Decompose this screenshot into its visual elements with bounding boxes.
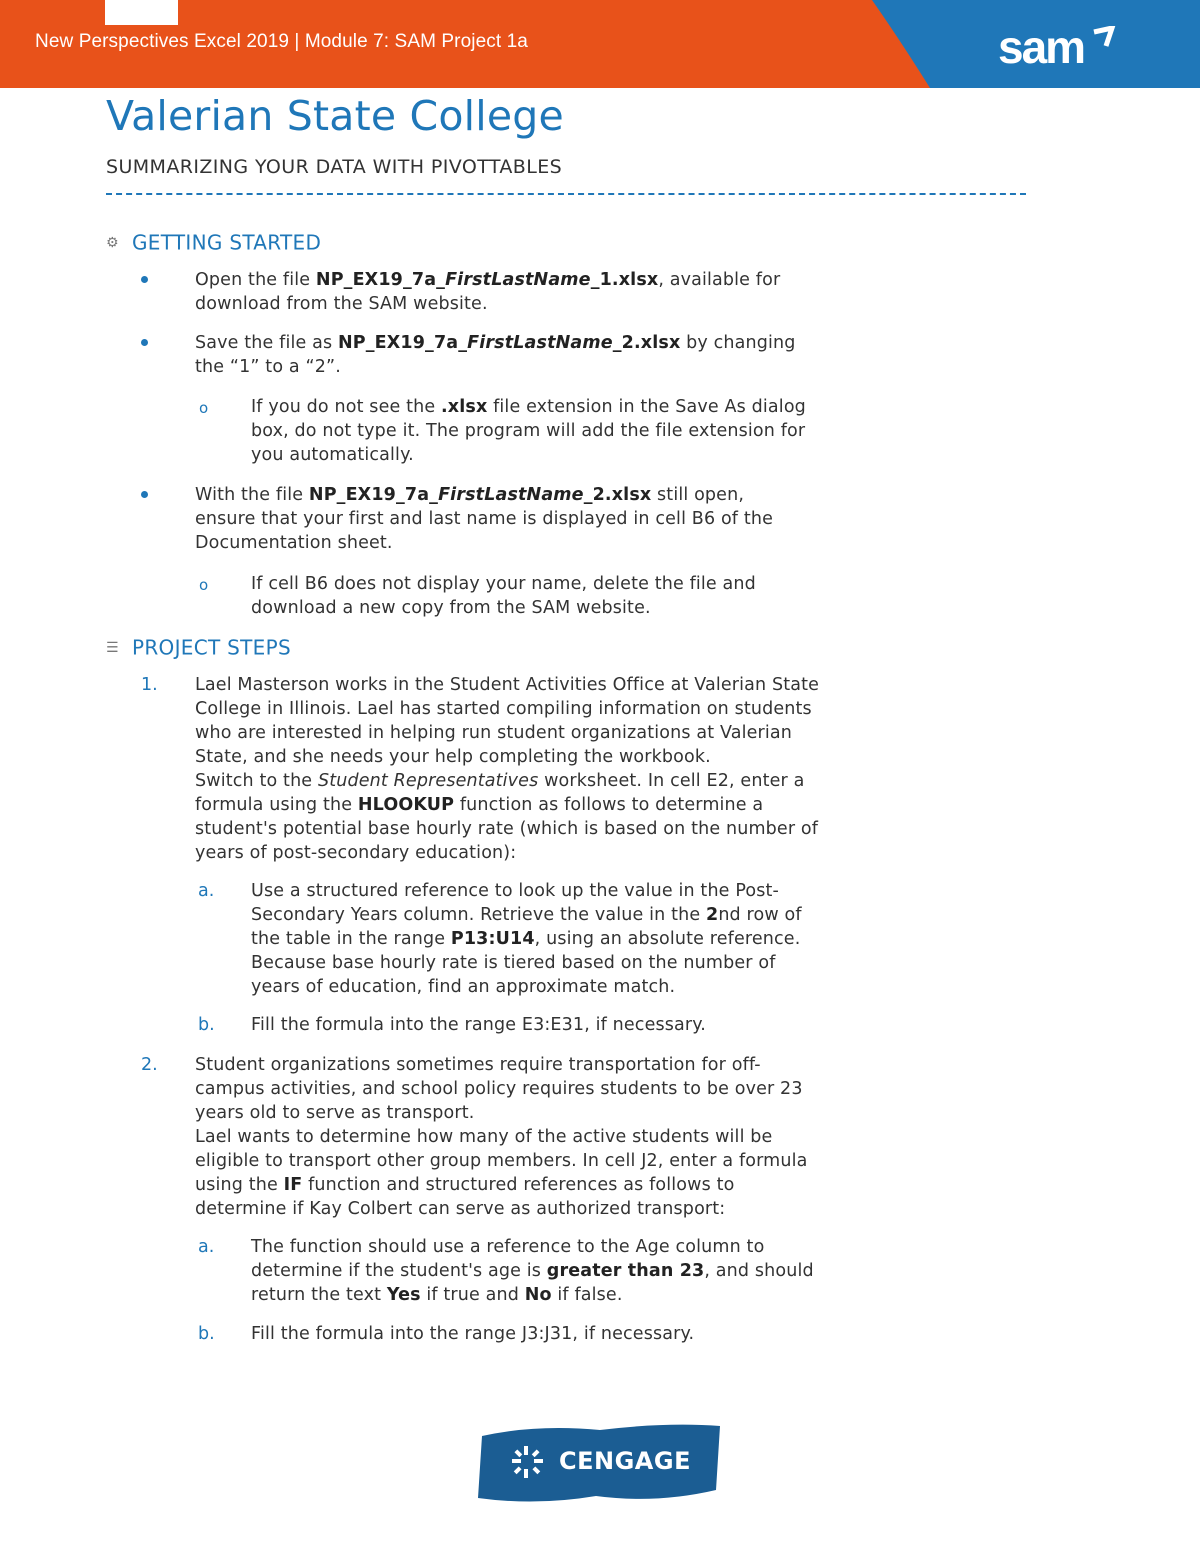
divider <box>106 193 1026 195</box>
list-item: Open the file NP_EX19_7a_FirstLastName_1.xlsx, available for download from the SAM website. <box>195 270 781 314</box>
list-item: Lael Masterson works in the Student Activities Office at Valerian State College in Illinois. Lael has started compiling information on students who are interested in helping run student organizations at Valerian State, and she needs your help completing the workbook. Switch to the Student Representatives worksheet. In cell E2, enter a formula using the HLOOKUP function as follows to determine a student's potential base hourly rate (which is based on the number of years of post-secondary education): <box>195 675 820 863</box>
sub-step-marker: a. <box>198 1237 215 1257</box>
step-number: 2. <box>141 1055 158 1075</box>
sub-step-marker: b. <box>198 1324 215 1344</box>
page-title: Valerian State College <box>106 92 564 140</box>
section-project-steps <box>106 634 291 660</box>
sub-step-marker: a. <box>198 881 215 901</box>
list-item: With the file NP_EX19_7a_FirstLastName_2.xlsx still open, ensure that your first and last name is displayed in cell B6 of the Documentation sheet. <box>195 485 773 553</box>
list-item: The function should use a reference to the Age column to determine if the student's age is greater than 23, and should return the text Yes if true and No if false. <box>251 1237 814 1305</box>
list-item: Save the file as NP_EX19_7a_FirstLastName_2.xlsx by changing the “1” to a “2”. <box>195 333 796 377</box>
cengage-logo-text: CENGAGE <box>559 1447 691 1475</box>
sub-bullet-icon: o <box>199 399 209 417</box>
bullet-icon <box>141 339 148 346</box>
sub-step-marker: b. <box>198 1015 215 1035</box>
sam-logo: sam <box>998 21 1085 73</box>
bullet-icon <box>141 276 148 283</box>
section-getting-started <box>106 229 321 255</box>
header-title: New Perspectives Excel 2019 | Module 7: SAM Project 1a <box>35 31 528 52</box>
sam-logo-mark-icon <box>1092 26 1118 48</box>
step-number: 1. <box>141 675 158 695</box>
header-notch <box>105 0 178 25</box>
setup-icon: ⚙ <box>106 234 119 251</box>
list-item: Fill the formula into the range J3:J31, if necessary. <box>251 1324 695 1344</box>
bullet-icon <box>141 491 148 498</box>
list-item: If you do not see the .xlsx file extension in the Save As dialog box, do not type it. The program will add the file extension for you automatically. <box>251 397 806 465</box>
list-item: If cell B6 does not display your name, delete the file and download a new copy from the SAM website. <box>251 574 756 618</box>
list-item: Student organizations sometimes require transportation for off- campus activities, and school policy requires students to be over 23 years old to serve as transport. Lael wants to determine how many of the active students will be eligible to transport other group members. In cell J2, enter a formula using the IF function and structured references as follows to determine if Kay Colbert can serve as authorized transport: <box>195 1055 808 1219</box>
sub-bullet-icon: o <box>199 576 209 594</box>
list-item: Fill the formula into the range E3:E31, if necessary. <box>251 1015 706 1035</box>
steps-icon: ☰ <box>106 639 119 656</box>
list-item: Use a structured reference to look up the value in the Post- Secondary Years column. Retrieve the value in the 2nd row of the table in the range P13:U14, using an absolute reference. Because base hourly rate is tiered based on the number of years of education, find an approximate match. <box>251 881 802 997</box>
section-heading: GETTING STARTED <box>132 230 322 255</box>
page-subtitle: SUMMARIZING YOUR DATA WITH PIVOTTABLES <box>106 156 563 178</box>
section-heading: PROJECT STEPS <box>132 635 291 660</box>
